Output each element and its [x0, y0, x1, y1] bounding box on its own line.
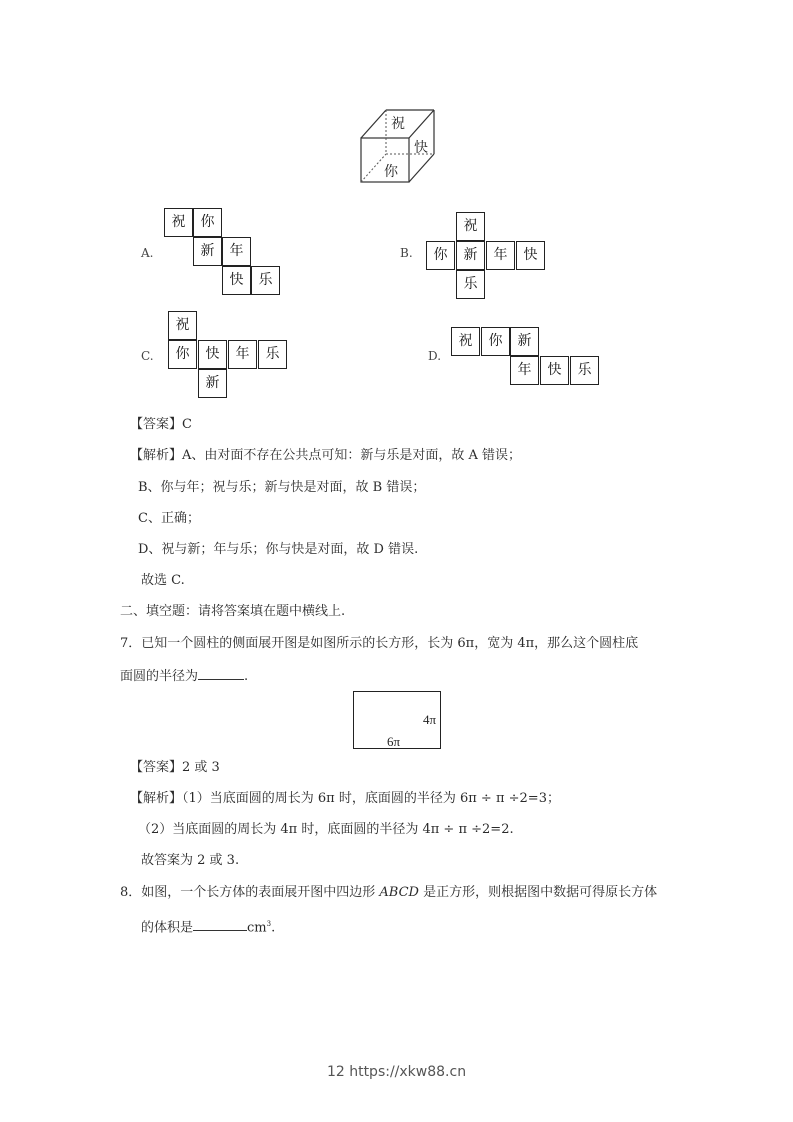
option-a-net-cell: 你 [193, 208, 222, 237]
q6-answer: 【答案】C [130, 417, 192, 432]
option-a-label: A. [141, 246, 154, 260]
option-d-net-cell: 你 [481, 327, 510, 356]
option-c-net-cell: 乐 [258, 340, 287, 369]
q8-text-line2 [141, 916, 275, 936]
option-c-label: C. [141, 349, 154, 363]
option-c-net-cell: 快 [198, 340, 227, 369]
option-c-net-cell: 你 [168, 340, 197, 369]
option-d-net-cell: 祝 [451, 327, 480, 356]
q8-line2-suffix: . [271, 920, 276, 936]
option-d-label: D. [428, 349, 442, 363]
q8-text-line1 [120, 885, 657, 901]
option-c-net-cell: 新 [198, 369, 227, 398]
section-heading: 二、填空题：请将答案填在题中横线上. [120, 604, 346, 619]
cube-face-right: 快 [414, 140, 428, 156]
option-b-net-cell: 年 [486, 241, 515, 270]
q7-text-line1: 7．已知一个圆柱的侧面展开图是如图所示的长方形，长为 6π，宽为 4π，那么这个圆柱底 [120, 636, 639, 651]
q6-analysis-b: B、你与年；祝与乐；新与快是对面，故 B 错误； [138, 480, 426, 495]
option-a-net-cell: 快 [222, 266, 251, 295]
q6-conclusion: 故选 C. [141, 573, 185, 588]
q7-text-line2 [120, 667, 248, 685]
option-d-net-cell: 快 [540, 356, 569, 385]
q8-unit: cm [247, 920, 267, 936]
cube-face-front: 你 [384, 164, 398, 180]
option-a-net-cell: 年 [222, 237, 251, 266]
option-b-net-cell: 乐 [456, 270, 485, 299]
option-b-label: B. [400, 246, 413, 260]
option-c-net-cell: 年 [228, 340, 257, 369]
option-d-net-cell: 新 [510, 327, 539, 356]
q8-line2-prefix: 的体积是 [141, 920, 194, 936]
q6-analysis-d: D、祝与新；年与乐；你与快是对面，故 D 错误. [138, 542, 419, 557]
option-b-net-cell: 你 [426, 241, 455, 270]
q6-analysis-a: 【解析】A、由对面不存在公共点可知：新与乐是对面，故 A 错误； [130, 448, 522, 463]
q8-prefix: 8．如图，一个长方体的表面展开图中四边形 [120, 885, 380, 900]
option-a-net-cell: 新 [193, 237, 222, 266]
q8-unit-sup: 3 [266, 920, 272, 928]
option-d-net-cell: 年 [510, 356, 539, 385]
q7-conclusion: 故答案为 2 或 3. [141, 853, 240, 868]
cube-face-top: 祝 [391, 116, 405, 132]
q7-analysis-2: （2）当底面圆的周长为 4π 时，底面圆的半径为 4π ÷ π ÷2=2. [138, 822, 514, 837]
q7-length-label: 6π [387, 734, 401, 749]
option-b-net-cell: 新 [456, 241, 485, 270]
option-a-net-cell: 祝 [164, 208, 193, 237]
q7-width-label: 4π [423, 712, 437, 727]
q7-answer-blank[interactable] [198, 667, 244, 680]
page-footer: 12 https://xkw88.cn [326, 1064, 467, 1080]
option-c-net-cell: 祝 [168, 311, 197, 340]
option-d-net-cell: 乐 [570, 356, 599, 385]
q8-answer-blank[interactable] [193, 918, 247, 931]
q7-prefix: 面圆的半径为 [120, 669, 199, 684]
q7-answer: 【答案】2 或 3 [130, 760, 220, 775]
q7-suffix: . [244, 669, 249, 684]
q6-analysis-c: C、正确； [138, 511, 200, 526]
q7-analysis-1: 【解析】（1）当底面圆的周长为 6π 时，底面圆的半径为 6π ÷ π ÷2=3； [130, 791, 560, 806]
option-b-net-cell: 祝 [456, 212, 485, 241]
option-b-net-cell: 快 [516, 241, 545, 270]
q8-abcd: ABCD [379, 885, 419, 900]
option-a-net-cell: 乐 [251, 266, 280, 295]
q8-line1-suffix: 是正方形，则根据图中数据可得原长方体 [418, 885, 658, 900]
